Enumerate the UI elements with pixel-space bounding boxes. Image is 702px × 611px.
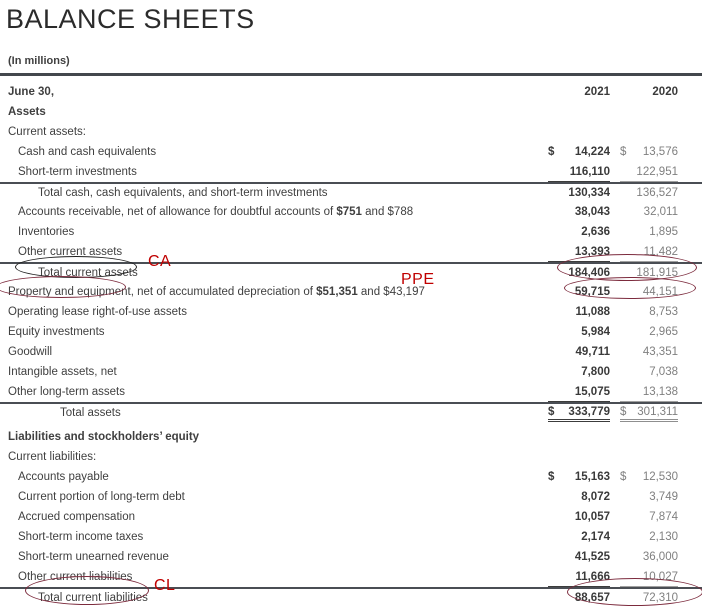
value-2020: [620, 589, 678, 607]
value-2021: [548, 527, 610, 547]
value-2020: [620, 162, 678, 182]
value-2020: [620, 567, 678, 587]
page-title: BALANCE SHEETS: [6, 4, 255, 34]
value-2020-amount: 36,000: [642, 551, 678, 563]
row-label: Cash and cash equivalents: [18, 146, 157, 158]
value-2020: [620, 202, 678, 222]
value-2021: [548, 82, 610, 102]
table-row: [0, 162, 702, 182]
value-2020-amount: 2,965: [649, 326, 678, 338]
table-row: [0, 322, 702, 342]
row-label: Total current liabilities: [38, 592, 148, 604]
value-2020-amount: 44,151: [642, 286, 678, 298]
value-2021-amount: 2021: [584, 86, 610, 98]
value-2020-amount: 12,530: [642, 471, 678, 483]
value-2021: [548, 302, 610, 322]
table-row: [0, 507, 702, 527]
value-2020-amount: 301,311: [637, 405, 678, 418]
row-label: Inventories: [18, 226, 75, 238]
value-2020-amount: 3,749: [649, 491, 678, 503]
dollar-sign: $: [548, 146, 555, 158]
value-2021-amount: 49,711: [575, 346, 610, 358]
value-2021: [548, 362, 610, 382]
value-2021: [548, 342, 610, 362]
table-row: [0, 282, 702, 302]
annotation-ca: CA: [148, 253, 172, 270]
value-2020-amount: 72,310: [642, 592, 678, 604]
value-2020-amount: 136,527: [636, 187, 678, 199]
value-2021-amount: 41,525: [574, 551, 610, 563]
value-2021-amount: 5,984: [581, 326, 610, 338]
value-2020-amount: 13,576: [642, 146, 678, 158]
value-2021: [548, 162, 610, 182]
value-2020: [620, 527, 678, 547]
value-2021: [548, 589, 610, 607]
row-label: Goodwill: [8, 346, 53, 358]
table-row: [0, 242, 702, 262]
table-row: [0, 427, 702, 447]
dollar-sign: $: [548, 405, 555, 418]
row-label: Total current assets: [38, 267, 138, 279]
table-row: [0, 102, 702, 122]
row-label: Operating lease right-of-use assets: [8, 306, 187, 318]
value-2021-amount: 2,636: [581, 226, 610, 238]
value-2020-amount: 32,011: [643, 206, 678, 218]
row-label: Accounts payable: [18, 471, 109, 483]
value-2020: [620, 404, 678, 422]
value-2021-amount: 59,715: [574, 286, 610, 298]
table-row: [0, 142, 702, 162]
value-2021-amount: 10,057: [574, 511, 610, 523]
table-row: [0, 567, 702, 587]
row-label: Other current assets: [18, 246, 123, 258]
table-row: [0, 402, 702, 422]
value-2021: [548, 282, 610, 302]
value-2021-amount: 130,334: [568, 187, 610, 199]
value-2021: [548, 427, 610, 447]
value-2021-amount: 13,393: [574, 245, 610, 258]
value-2020: [620, 382, 678, 402]
value-2020: [620, 302, 678, 322]
table-row: [0, 547, 702, 567]
value-2020-amount: 7,038: [649, 366, 678, 378]
table-row: [0, 262, 702, 282]
value-2021-amount: 2,174: [581, 531, 610, 543]
value-2021: [548, 184, 610, 202]
value-2020-amount: 43,351: [642, 346, 678, 358]
value-2021: [548, 547, 610, 567]
dollar-sign: $: [620, 471, 627, 483]
dollar-sign: $: [620, 405, 627, 418]
value-2020-amount: 10,027: [642, 570, 678, 583]
table-row: [0, 122, 702, 142]
value-2020: [620, 507, 678, 527]
value-2020: [620, 282, 678, 302]
value-2021-amount: 333,779: [568, 405, 610, 418]
row-label: June 30,: [8, 86, 55, 98]
value-2021: [548, 322, 610, 342]
value-2020-amount: 11,482: [643, 245, 678, 258]
value-2020-amount: 1,895: [649, 226, 678, 238]
value-2020-amount: 8,753: [649, 306, 678, 318]
table-row: [0, 182, 702, 202]
units-note: (In millions): [8, 55, 70, 67]
table-row: [0, 487, 702, 507]
value-2021-amount: 116,110: [569, 165, 610, 178]
value-2021: [548, 102, 610, 122]
table-row: [0, 302, 702, 322]
value-2021: [548, 467, 610, 487]
value-2020-amount: 122,951: [636, 165, 678, 178]
value-2021: [548, 122, 610, 142]
row-label: Current assets:: [8, 126, 86, 138]
annotation-ppe: PPE: [401, 271, 435, 288]
row-label: Property and equipment, net of accumulated depreciation of $51,351 and $43,197: [8, 286, 425, 298]
value-2021-amount: 7,800: [581, 366, 610, 378]
value-2020: [620, 102, 678, 122]
table-row: [0, 342, 702, 362]
row-label: Intangible assets, net: [8, 366, 117, 378]
value-2020: [620, 82, 678, 102]
value-2021-amount: 184,406: [568, 267, 610, 279]
value-2020-amount: 181,915: [636, 267, 678, 279]
value-2021: [548, 567, 610, 587]
row-label: Short-term investments: [18, 166, 137, 178]
row-label: Short-term unearned revenue: [18, 551, 169, 563]
value-2020: [620, 322, 678, 342]
value-2021-amount: 11,088: [575, 306, 610, 318]
row-label: Total assets: [60, 407, 121, 419]
value-2021: [548, 507, 610, 527]
value-2020: [620, 142, 678, 162]
annotation-cl: CL: [154, 577, 176, 594]
value-2021-amount: 8,072: [581, 491, 610, 503]
value-2020: [620, 487, 678, 507]
table-row: [0, 587, 702, 607]
row-label: Assets: [8, 106, 46, 118]
value-2021-amount: 15,163: [574, 471, 610, 483]
table-row: [0, 467, 702, 487]
value-2021-amount: 88,657: [574, 592, 610, 604]
table-row: [0, 202, 702, 222]
row-label: Current portion of long-term debt: [18, 491, 185, 503]
row-label: Other current liabilities: [18, 571, 133, 583]
dollar-sign: $: [620, 146, 627, 158]
value-2020: [620, 362, 678, 382]
table-row: [0, 82, 702, 102]
value-2021: [548, 242, 610, 262]
value-2021: [548, 487, 610, 507]
row-label: Current liabilities:: [8, 451, 97, 463]
value-2021: [548, 382, 610, 402]
row-label: Accounts receivable, net of allowance for doubtful accounts of $751 and $788: [18, 206, 414, 218]
value-2021-amount: 11,666: [575, 570, 610, 583]
value-2021: [548, 142, 610, 162]
row-label: Other long-term assets: [8, 386, 125, 398]
value-2020: [620, 222, 678, 242]
value-2021: [548, 222, 610, 242]
row-label: Accrued compensation: [18, 511, 135, 523]
value-2020: [620, 447, 678, 467]
value-2020: [620, 264, 678, 282]
value-2020: [620, 547, 678, 567]
table-row: [0, 222, 702, 242]
value-2021: [548, 447, 610, 467]
row-label: Total cash, cash equivalents, and short-term investments: [38, 187, 328, 199]
row-label: Liabilities and stockholders’ equity: [8, 431, 200, 443]
value-2021-amount: 14,224: [574, 146, 610, 158]
value-2020-amount: 7,874: [649, 511, 678, 523]
value-2021-amount: 38,043: [574, 206, 610, 218]
table-row: [0, 382, 702, 402]
row-label: Short-term income taxes: [18, 531, 144, 543]
value-2020-amount: 13,138: [642, 385, 678, 398]
value-2020: [620, 242, 678, 262]
value-2021: [548, 404, 610, 422]
value-2020: [620, 342, 678, 362]
table-row: [0, 362, 702, 382]
value-2021: [548, 202, 610, 222]
dollar-sign: $: [548, 471, 555, 483]
value-2020: [620, 427, 678, 447]
value-2020: [620, 184, 678, 202]
table-row: [0, 447, 702, 467]
value-2020: [620, 122, 678, 142]
value-2021: [548, 264, 610, 282]
value-2020-amount: 2020: [652, 86, 678, 98]
row-label: Equity investments: [8, 326, 105, 338]
value-2020-amount: 2,130: [649, 531, 678, 543]
balance-sheet-table: [0, 76, 702, 607]
table-row: [0, 527, 702, 547]
value-2021-amount: 15,075: [574, 385, 610, 398]
value-2020: [620, 467, 678, 487]
